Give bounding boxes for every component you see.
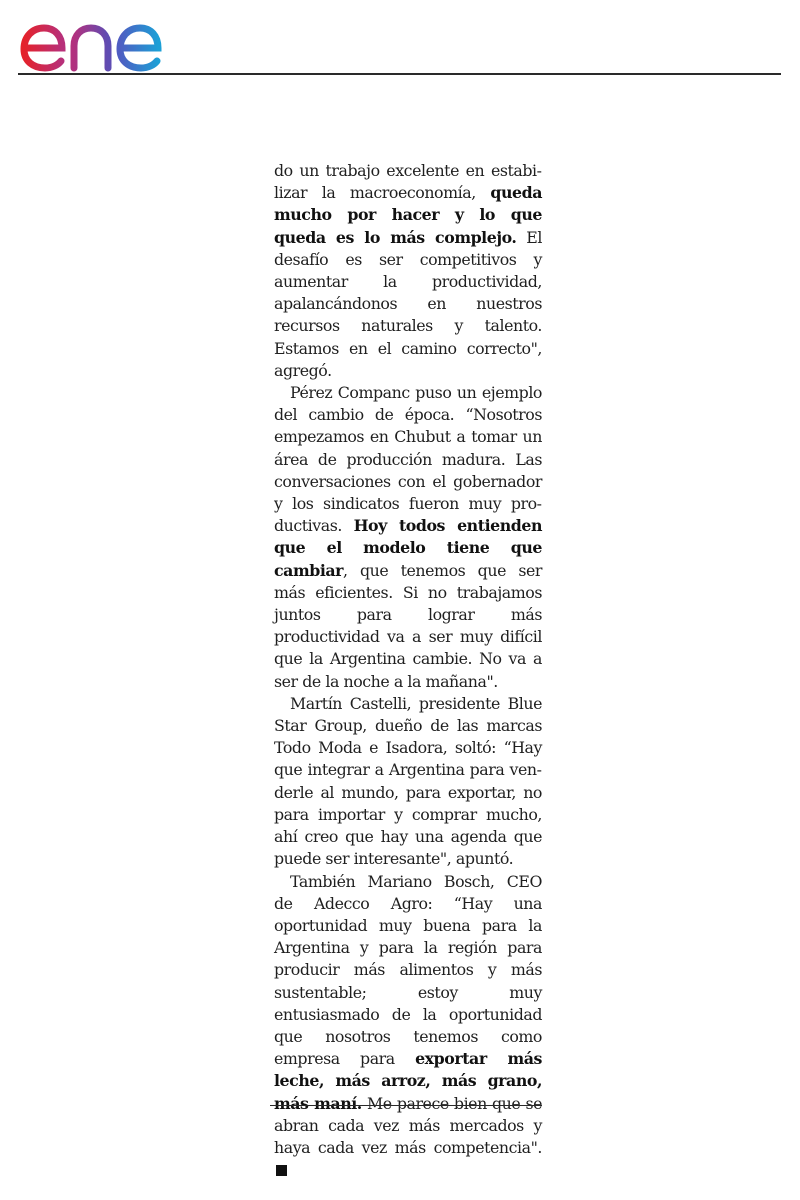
end-of-article-square-icon bbox=[276, 1165, 287, 1176]
body-text: El desafío es ser competitivos y aumentar la productividad, apalancándonos en nuestros recursos naturales y talento. Estamos en el camino correcto", agregó. bbox=[274, 227, 542, 380]
body-text: Pérez Companc puso un ejemplo del cambio de época. “Nosotros empezamos en Chubut a tomar un área de producción madura. Las conversaciones con el gobernador y los sindicatos fueron muy productivas. bbox=[274, 383, 542, 536]
header-divider bbox=[18, 73, 781, 75]
body-text: Martín Castelli, presidente Blue Star Group, dueño de las marcas Todo Moda e Isadora, soltó: “Hay que integrar a Argentina para venderle al mundo, para exportar, no para importar y comprar mucho, ahí creo que hay una agenda que puede ser interesante", apuntó. bbox=[274, 693, 542, 869]
highlighted-text: queda mucho por hacer y lo que queda es lo más complejo. bbox=[274, 183, 542, 247]
article-paragraph bbox=[274, 160, 542, 382]
enel-logo bbox=[18, 4, 194, 72]
article-paragraph bbox=[274, 871, 542, 1182]
article-paragraph bbox=[274, 693, 542, 871]
body-text: Me parece bien que se abran cada vez más mercados y haya cada vez más competencia". bbox=[274, 1093, 542, 1157]
article-paragraph bbox=[274, 382, 542, 693]
article-end-divider bbox=[270, 1105, 542, 1106]
body-text: do un trabajo excelente en estabilizar la macroeconomía, bbox=[274, 161, 542, 203]
body-text: , que tenemos que ser más eficientes. Si no trabajamos juntos para lograr más productividad va a ser muy difícil que la Argentina cambie. No va a ser de la noche a la mañana". bbox=[274, 560, 542, 691]
highlighted-text: exportar más leche, más arroz, más grano, más maní. bbox=[274, 1049, 543, 1113]
highlighted-text: Hoy todos entienden que el modelo tiene que cambiar bbox=[274, 516, 542, 580]
article-body bbox=[274, 160, 542, 1181]
body-text: También Mariano Bosch, CEO de Adecco Agro: “Hay una oportunidad muy buena para la Argentina y para la región para producir más alimentos y más sustentable; estoy muy entusiasmado de la oportunidad que nosotros tenemos como empresa para bbox=[274, 871, 542, 1069]
